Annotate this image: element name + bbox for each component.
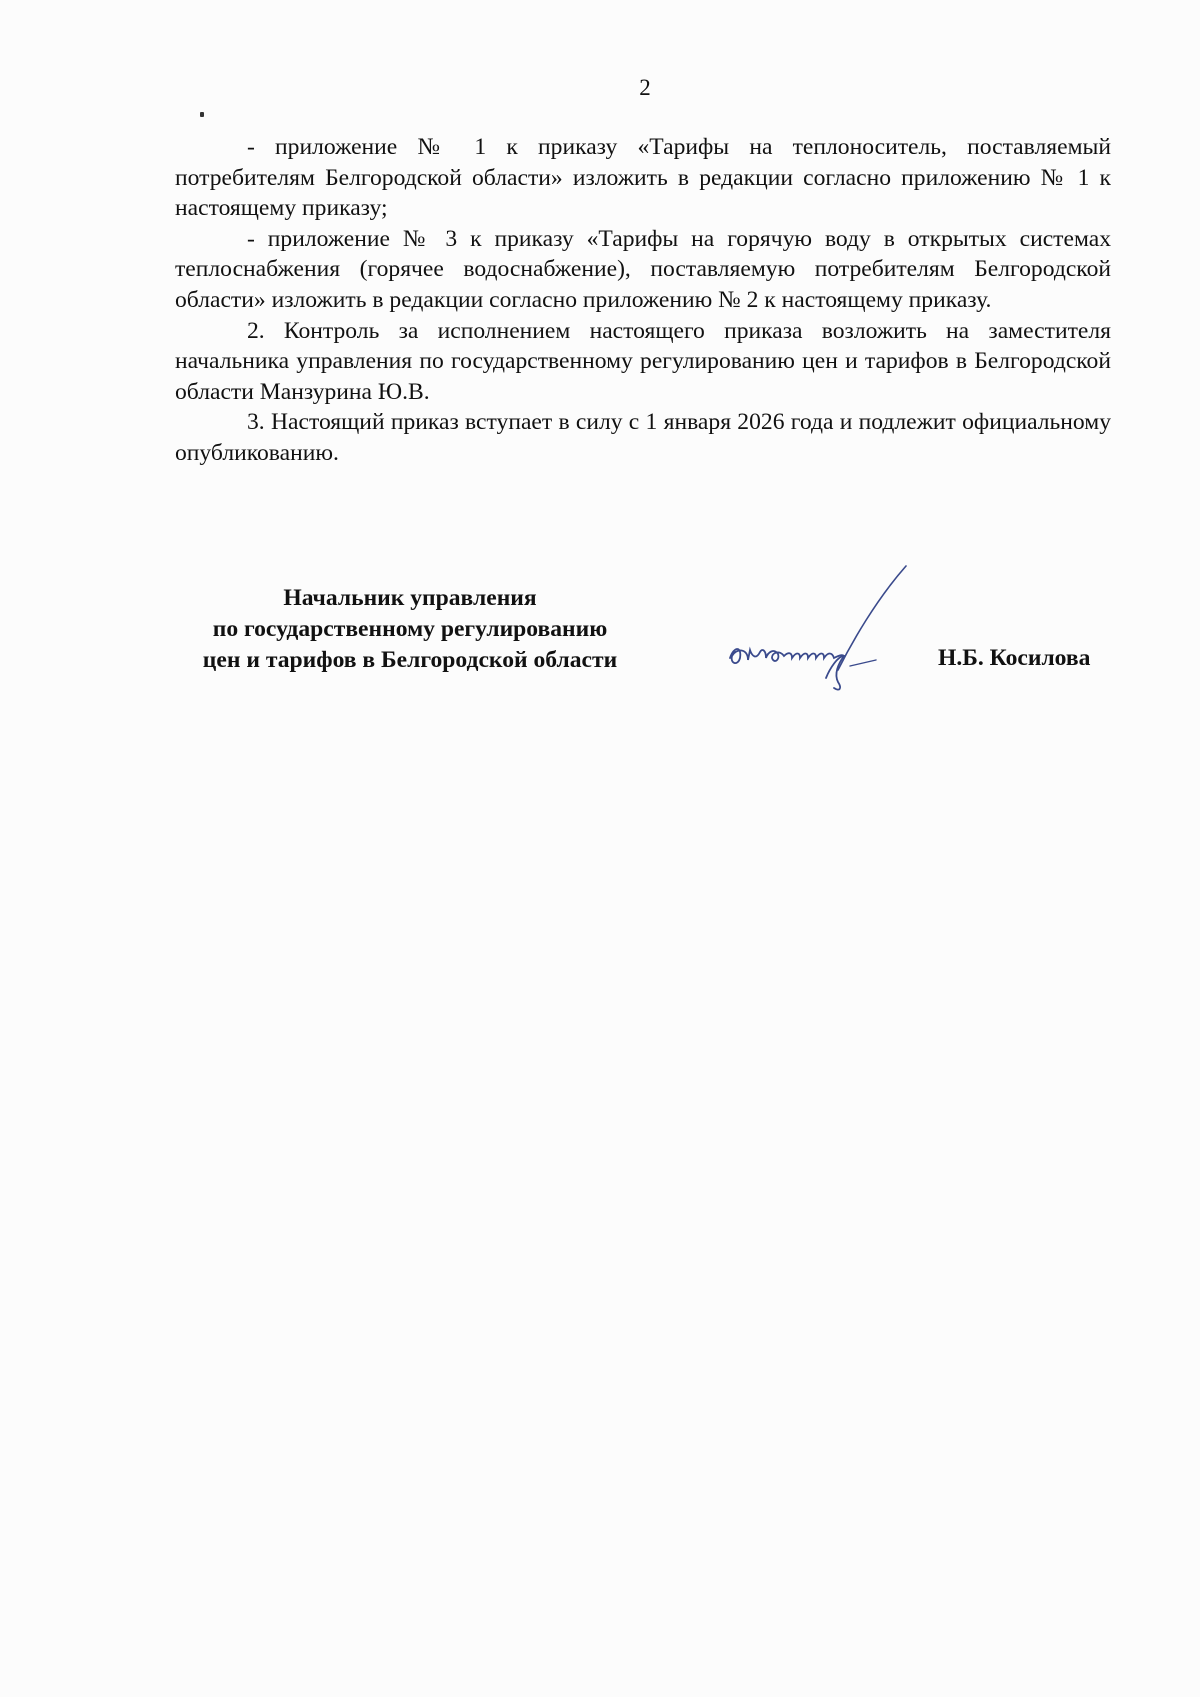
paragraph-appendix-1: - приложение № 1 к приказу «Тарифы на теплоноситель, поставляемый потребителям Белгородской области» изложить в редакции согласно приложению № 1 к настоящему приказу;: [175, 134, 1111, 222]
signatory-title-line-2: по государственному регулированию: [212, 616, 608, 642]
signatory-title-line-1: Начальник управления: [283, 585, 537, 611]
signatory-name: Н.Б. Косилова: [938, 645, 1091, 671]
document-body: [175, 132, 1111, 469]
paragraph-appendix-3: - приложение № 3 к приказу «Тарифы на горячую воду в открытых системах теплоснабжения (горячее водоснабжение), поставляемую потребителям Белгородской области» изложить в редакции согласно приложению № 2 к настоящему приказу.: [175, 225, 1111, 313]
page-number: 2: [639, 75, 651, 100]
signatory-title-line-3: цен и тарифов в Белгородской области: [202, 647, 618, 673]
paragraph-effective-date: 3. Настоящий приказ вступает в силу с 1 января 2026 года и подлежит официальному опубликованию.: [175, 409, 1111, 466]
paragraph-control-clause: 2. Контроль за исполнением настоящего приказа возложить на заместителя начальника управления по государственному регулированию цен и тарифов в Белгородской области Манзурина Ю.В.: [175, 317, 1111, 405]
scan-dot-mark: [200, 112, 204, 117]
handwritten-signature: [726, 560, 916, 700]
signatory-title: [175, 583, 645, 676]
